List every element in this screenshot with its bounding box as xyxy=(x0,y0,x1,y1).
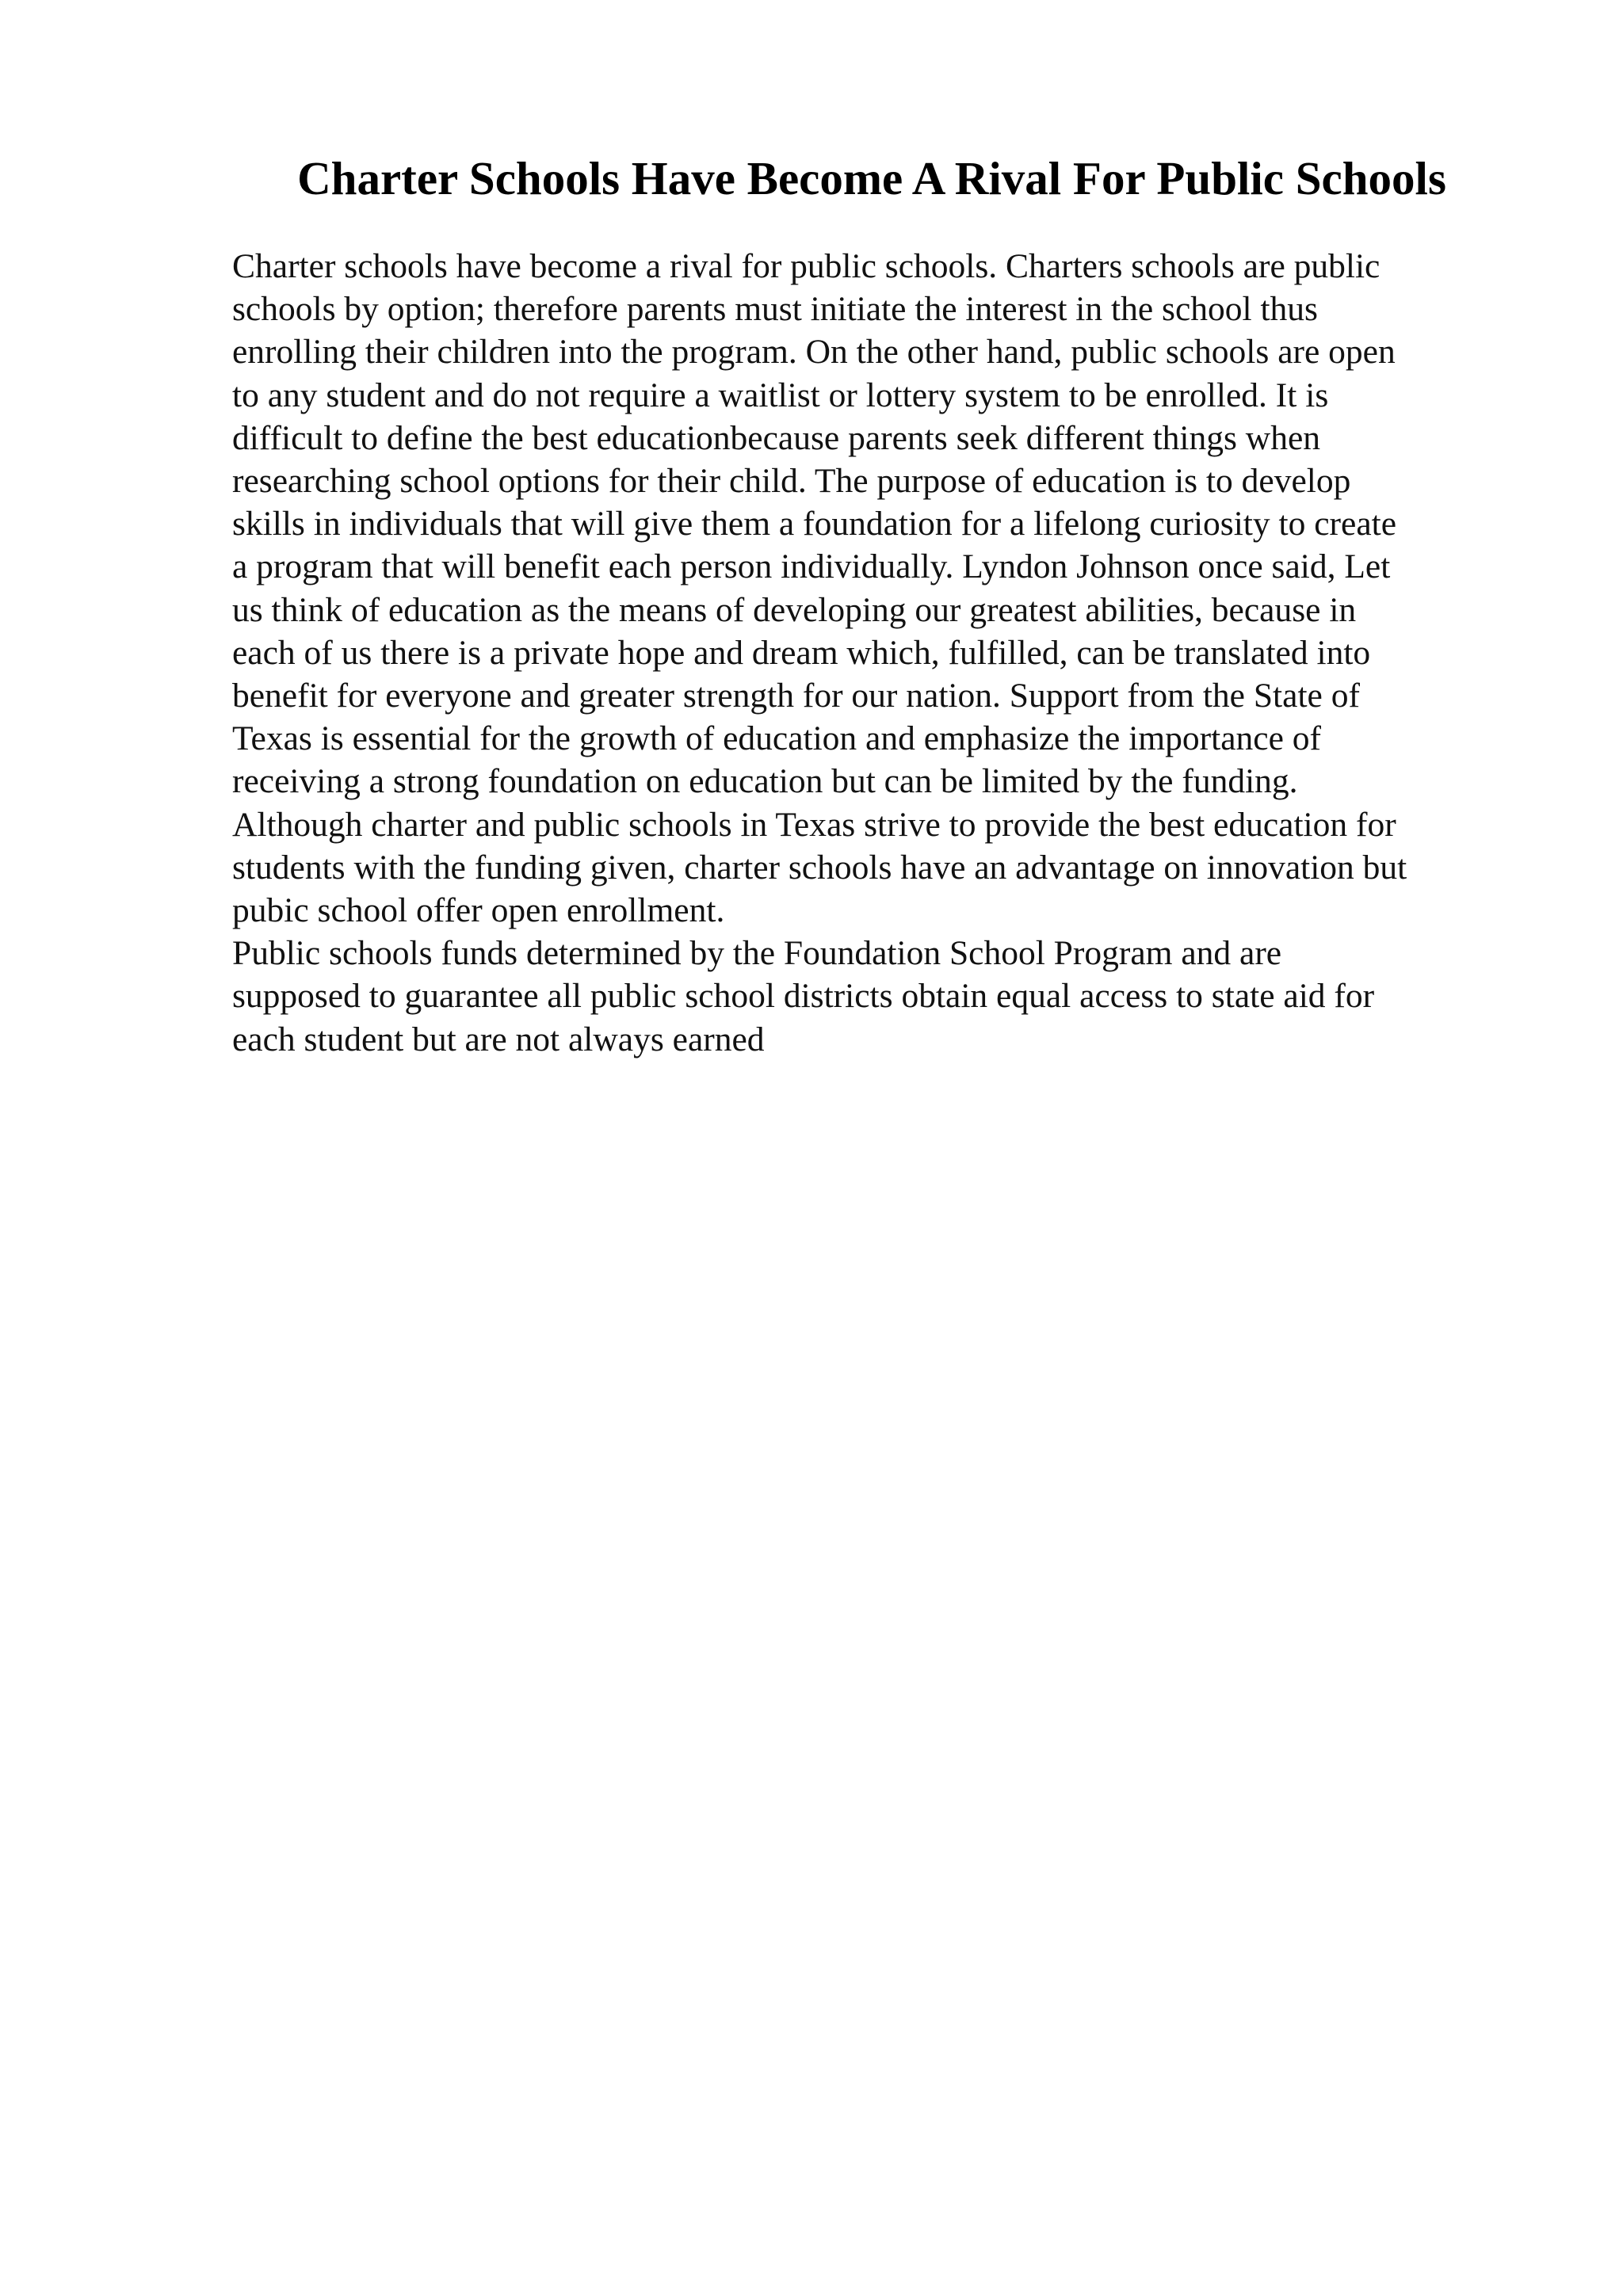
body-line: Public schools funds determined by the Foundation School Program and are xyxy=(232,934,1282,973)
body-line: a program that will benefit each person individually. Lyndon Johnson once said, Let xyxy=(232,547,1391,586)
body-line: researching school options for their child. The purpose of education is to develop xyxy=(232,462,1351,501)
body-line: benefit for everyone and greater strength for our nation. Support from the State of xyxy=(232,677,1360,715)
body-line: each student but are not always earned xyxy=(232,1020,765,1058)
body-line: Charter schools have become a rival for public schools. Charters schools are public xyxy=(232,247,1381,285)
body-line: difficult to define the best educationbecause parents seek different things when xyxy=(232,418,1321,457)
document-body xyxy=(232,245,1516,1061)
body-line: enrolling their children into the program. On the other hand, public schools are open xyxy=(232,333,1396,372)
body-line: students with the funding given, charter schools have an advantage on innovation but xyxy=(232,848,1407,887)
body-line: to any student and do not require a waitlist or lottery system to be enrolled. It is xyxy=(232,376,1329,414)
body-line: pubic school offer open enrollment. xyxy=(232,891,725,930)
body-line: schools by option; therefore parents must initiate the interest in the school thus xyxy=(232,290,1318,329)
body-line: each of us there is a private hope and dream which, fulfilled, can be translated into xyxy=(232,633,1371,672)
body-line: supposed to guarantee all public school districts obtain equal access to state aid for xyxy=(232,977,1375,1016)
body-line: Texas is essential for the growth of education and emphasize the importance of xyxy=(232,719,1321,758)
body-line: skills in individuals that will give them a foundation for a lifelong curiosity to create xyxy=(232,505,1397,543)
body-line: us think of education as the means of developing our greatest abilities, because in xyxy=(232,590,1357,629)
body-line: Although charter and public schools in Texas strive to provide the best education for xyxy=(232,805,1396,844)
document-title: Charter Schools Have Become A Rival For Public Schools xyxy=(297,152,1446,204)
body-line: receiving a strong foundation on education but can be limited by the funding. xyxy=(232,762,1298,801)
